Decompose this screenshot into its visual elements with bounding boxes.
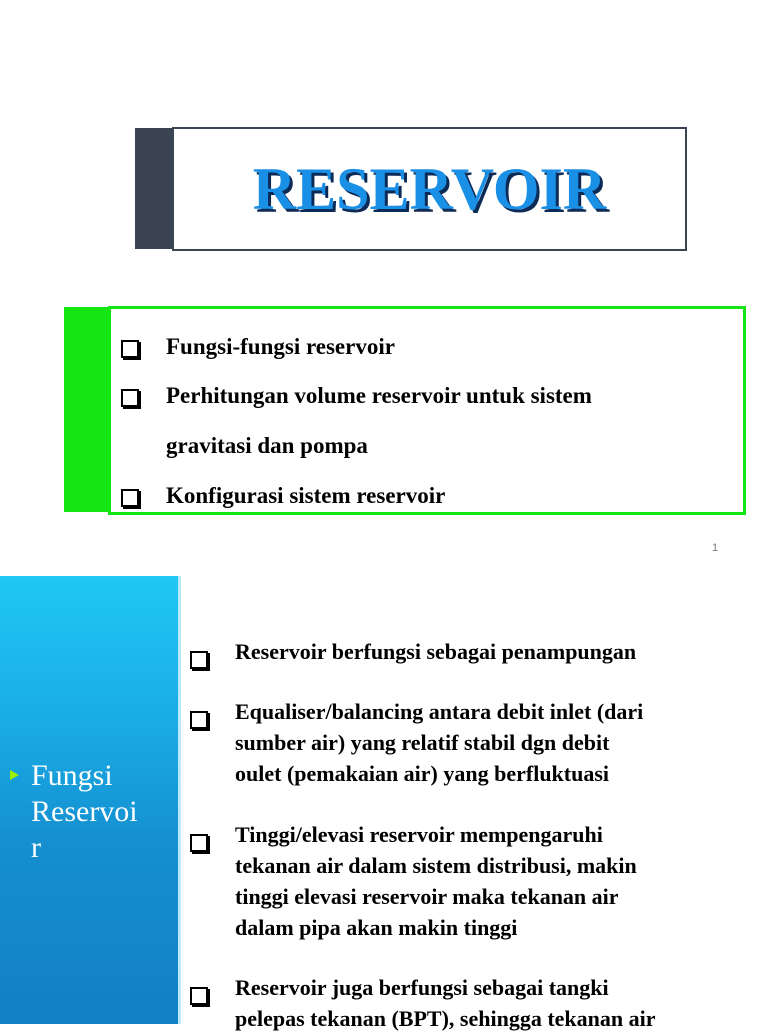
slide-2: [0, 576, 768, 1031]
function-item-line: Equaliser/balancing antara debit inlet (dari: [235, 699, 644, 724]
side-heading: [31, 758, 171, 866]
function-item: [190, 696, 750, 789]
checkbox-bullet-icon: [190, 642, 208, 673]
slide-title: RESERVOIR: [252, 155, 607, 222]
function-item-line: tinggi elevasi reservoir maka tekanan air: [235, 884, 619, 909]
checkbox-bullet-icon: [190, 978, 208, 1009]
list-item-text: Fungsi-fungsi reservoir: [166, 334, 395, 359]
slide-number: 1: [712, 542, 719, 554]
checkbox-bullet-icon: [121, 383, 139, 409]
side-heading-line: r: [31, 831, 41, 864]
function-item-line: tekanan air dalam sistem distribusi, makin: [235, 853, 637, 878]
function-item-line: dalam pipa akan makin tinggi: [235, 915, 518, 940]
triangle-arrow-icon: [10, 770, 19, 780]
function-item-line: pelepas tekanan (BPT), sehingga tekanan air: [235, 1006, 656, 1031]
function-item: [190, 972, 750, 1034]
checkbox-bullet-icon: [121, 483, 139, 509]
topic-list-box: [108, 306, 746, 515]
function-item-line: Tinggi/elevasi reservoir mempengaruhi: [235, 822, 603, 847]
function-item-line: Reservoir berfungsi sebagai penampungan: [235, 639, 637, 664]
function-item-line: sumber air) yang relatif stabil dgn debit: [235, 730, 610, 755]
function-item: [190, 636, 750, 667]
function-item-line: oulet (pemakaian air) yang berfluktuasi: [235, 761, 610, 786]
list-item-text: gravitasi dan pompa: [166, 433, 368, 458]
function-item: [190, 819, 750, 943]
side-heading-line: Fungsi: [31, 759, 113, 792]
list-item-text: Konfigurasi sistem reservoir: [166, 483, 446, 508]
function-item-line: Reservoir juga berfungsi sebagai tangki: [235, 975, 609, 1000]
list-item-text: Perhitungan volume reservoir untuk sistem: [166, 383, 592, 408]
side-panel: [0, 576, 181, 1024]
checkbox-bullet-icon: [190, 702, 208, 733]
checkbox-bullet-icon: [190, 825, 208, 856]
checkbox-bullet-icon: [121, 334, 139, 360]
list-accent-bar: [64, 307, 110, 512]
title-box: [172, 127, 687, 251]
title-accent-bar: [135, 128, 173, 249]
side-heading-line: Reservoi: [31, 795, 138, 828]
